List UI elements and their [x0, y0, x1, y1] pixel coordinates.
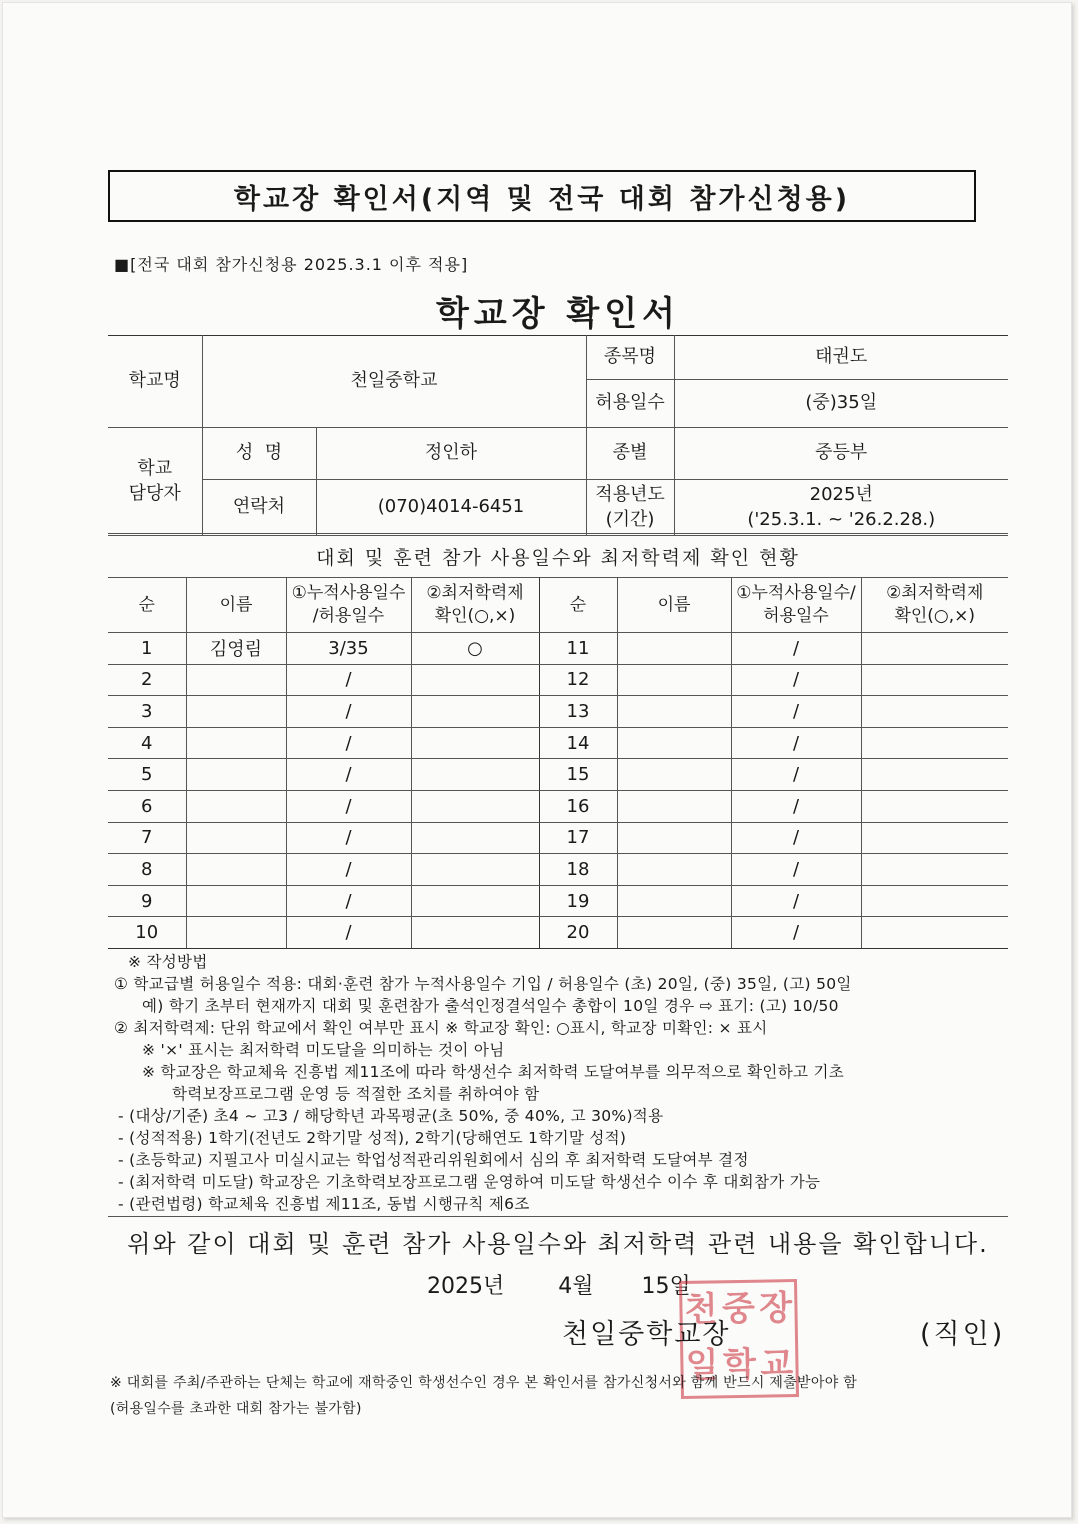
table-row	[108, 696, 1008, 728]
row-name	[186, 727, 286, 759]
row-days: /	[286, 727, 411, 759]
row-no-right: 13	[539, 696, 617, 728]
row-check	[411, 696, 539, 728]
form-title-box: 학교장 확인서(지역 및 전국 대회 참가신청용)	[108, 170, 976, 222]
table-row	[108, 917, 1008, 949]
row-name	[186, 696, 286, 728]
row-name	[186, 790, 286, 822]
row-days-right: /	[731, 633, 861, 665]
row-name-right	[617, 917, 731, 949]
year-label	[586, 480, 674, 536]
col-days-right-line2: 허용일수	[763, 606, 829, 626]
table-row	[108, 854, 1008, 886]
sport-label: 종목명	[586, 336, 674, 380]
row-days-right: /	[731, 696, 861, 728]
row-no: 4	[108, 727, 186, 759]
note-item: - (대상/기준) 초4 ~ 고3 / 해당학년 과목평균(초 50%, 중 40%, 고 30%)적용	[118, 1107, 664, 1125]
year-label-line1: 적용년도	[595, 484, 665, 506]
note-item: 예) 학기 초부터 현재까지 대회 및 훈련참가 출석인정결석일수 총합이 10일 경우 ⇨ 표기: (고) 10/50	[142, 997, 839, 1015]
row-days-right: /	[731, 885, 861, 917]
row-name: 김영림	[186, 633, 286, 665]
row-no-right: 20	[539, 917, 617, 949]
issue-date	[427, 1269, 691, 1300]
allowed-days-label: 허용일수	[586, 380, 674, 428]
row-name	[186, 885, 286, 917]
col-check	[411, 578, 539, 633]
table-row	[108, 885, 1008, 917]
row-days: /	[286, 854, 411, 886]
row-no: 7	[108, 822, 186, 854]
row-check-right	[861, 727, 1008, 759]
manager-name-value: 정인하	[316, 428, 586, 480]
date-month: 4월	[558, 1274, 594, 1299]
row-days-right: /	[731, 759, 861, 791]
footer-line1: ※ 대회를 주최/주관하는 단체는 학교에 재학중인 학생선수인 경우 본 확인서를 참가신청서와 함께 반드시 제출받아야 함	[110, 1375, 858, 1391]
row-check-right	[861, 885, 1008, 917]
school-info-table	[108, 335, 1008, 536]
division-label: 종별	[586, 428, 674, 480]
confirmation-statement: 위와 같이 대회 및 훈련 참가 사용일수와 최저학력 관련 내용을 확인합니다.	[127, 1230, 989, 1258]
col-name: 이름	[186, 578, 286, 633]
table-row	[108, 727, 1008, 759]
school-name-label: 학교명	[108, 336, 202, 428]
row-check	[411, 727, 539, 759]
col-days-line2: /허용일수	[312, 606, 385, 626]
row-no-right: 19	[539, 885, 617, 917]
seal-label: (직인)	[920, 1319, 1006, 1350]
row-name	[186, 664, 286, 696]
col-days-line1: ①누적사용일수	[291, 583, 406, 604]
contact-value: (070)4014-6451	[316, 480, 586, 536]
official-seal-stamp: 천 중 장 일 학 교	[679, 1279, 799, 1399]
row-check-right	[861, 822, 1008, 854]
note-item: - (최저학력 미도달) 학교장은 기초학력보장프로그램 운영하여 미도달 학생선수 이수 후 대회참가 가능	[118, 1173, 821, 1191]
col-name-right: 이름	[617, 578, 731, 633]
row-name	[186, 854, 286, 886]
row-check	[411, 885, 539, 917]
col-check-right	[861, 578, 1008, 633]
row-name-right	[617, 727, 731, 759]
year-value-year: 2025년	[809, 484, 873, 506]
col-days-right	[731, 578, 861, 633]
name-label: 성 명	[202, 428, 316, 480]
row-days-right: /	[731, 917, 861, 949]
row-no-right: 16	[539, 790, 617, 822]
table-row	[108, 822, 1008, 854]
row-check-right	[861, 759, 1008, 791]
col-no: 순	[108, 578, 186, 633]
row-name	[186, 822, 286, 854]
row-name-right	[617, 696, 731, 728]
note-item: ※ '×' 표시는 최저학력 미도달을 의미하는 것이 아님	[142, 1041, 505, 1059]
section-title: 대회 및 훈련 참가 사용일수와 최저학력제 확인 현황	[108, 533, 1008, 578]
row-no: 10	[108, 917, 186, 949]
row-name-right	[617, 885, 731, 917]
row-no: 6	[108, 790, 186, 822]
row-no: 9	[108, 885, 186, 917]
note-item: - (성적적용) 1학기(전년도 2학기말 성적), 2학기(당해연도 1학기말 성적)	[118, 1129, 627, 1147]
participation-table	[108, 577, 1008, 949]
divider	[108, 1216, 1008, 1217]
row-days-right: /	[731, 790, 861, 822]
row-days: /	[286, 759, 411, 791]
note-item: 학력보장프로그램 운영 등 적절한 조치를 취하여야 함	[172, 1085, 540, 1103]
row-name-right	[617, 664, 731, 696]
row-check-right	[861, 854, 1008, 886]
row-name	[186, 917, 286, 949]
col-days	[286, 578, 411, 633]
table-row	[108, 664, 1008, 696]
manager-label-line2: 담당자	[128, 482, 181, 504]
note-item: ② 최저학력제: 단위 학교에서 확인 여부만 표시 ※ 학교장 확인: ○표시, 학교장 미확인: × 표시	[114, 1019, 768, 1037]
row-check-right	[861, 633, 1008, 665]
footer-note	[110, 1370, 857, 1422]
writing-instructions	[114, 951, 1009, 1215]
row-no-right: 15	[539, 759, 617, 791]
row-days: /	[286, 885, 411, 917]
row-no-right: 12	[539, 664, 617, 696]
row-days-right: /	[731, 727, 861, 759]
school-name-value: 천일중학교	[202, 336, 586, 428]
row-check	[411, 854, 539, 886]
row-no-right: 17	[539, 822, 617, 854]
col-check-line1: ②최저학력제	[426, 583, 524, 604]
col-check-right-line2: 확인(○,×)	[894, 606, 976, 626]
row-check-right	[861, 664, 1008, 696]
footer-line2: (허용일수를 초과한 대회 참가는 불가함)	[110, 1401, 362, 1417]
row-days: 3/35	[286, 633, 411, 665]
row-name-right	[617, 790, 731, 822]
row-no: 5	[108, 759, 186, 791]
row-no-right: 14	[539, 727, 617, 759]
row-name	[186, 759, 286, 791]
note-item: ① 학교급별 허용일수 적용: 대회·훈련 참가 누적사용일수 기입 / 허용일수 (초) 20일, (중) 35일, (고) 50일	[114, 975, 852, 993]
allowed-days-value: (중)35일	[674, 380, 1008, 428]
row-check: ○	[411, 633, 539, 665]
row-check	[411, 664, 539, 696]
year-label-line2: (기간)	[605, 508, 655, 530]
manager-label-line1: 학교	[137, 458, 173, 480]
principal-name: 천일중학교장	[562, 1319, 731, 1350]
row-name-right	[617, 633, 731, 665]
row-check	[411, 790, 539, 822]
contact-label: 연락처	[202, 480, 316, 536]
col-check-line2: 확인(○,×)	[434, 606, 516, 626]
row-days-right: /	[731, 854, 861, 886]
table-row	[108, 759, 1008, 791]
row-check-right	[861, 790, 1008, 822]
notes-heading: ※ 작성방법	[128, 953, 208, 971]
notice-line: ■[전국 대회 참가신청용 2025.3.1 이후 적용]	[114, 255, 469, 274]
row-no: 3	[108, 696, 186, 728]
row-days: /	[286, 917, 411, 949]
note-item: ※ 학교장은 학교체육 진흥법 제11조에 따라 학생선수 최저학력 도달여부를 의무적으로 확인하고 기초	[142, 1063, 845, 1081]
row-days-right: /	[731, 822, 861, 854]
row-no: 2	[108, 664, 186, 696]
row-no-right: 18	[539, 854, 617, 886]
sport-value: 태권도	[674, 336, 1008, 380]
year-value	[674, 480, 1008, 536]
row-no: 1	[108, 633, 186, 665]
table-row	[108, 790, 1008, 822]
date-year: 2025년	[427, 1274, 505, 1299]
note-item: - (초등학교) 지필고사 미실시교는 학업성적관리위원회에서 심의 후 최저학력 도달여부 결정	[118, 1151, 749, 1169]
col-no-right: 순	[539, 578, 617, 633]
row-days: /	[286, 696, 411, 728]
row-check	[411, 759, 539, 791]
row-name-right	[617, 822, 731, 854]
table-row	[108, 633, 1008, 665]
division-value: 중등부	[674, 428, 1008, 480]
row-days-right: /	[731, 664, 861, 696]
row-check	[411, 917, 539, 949]
row-no: 8	[108, 854, 186, 886]
row-name-right	[617, 854, 731, 886]
col-days-right-line1: ①누적사용일수/	[736, 583, 856, 604]
row-no-right: 11	[539, 633, 617, 665]
date-day: 15일	[641, 1274, 691, 1299]
row-days: /	[286, 664, 411, 696]
document-title: 학교장 확인서	[436, 294, 680, 334]
row-days: /	[286, 790, 411, 822]
manager-label	[108, 428, 202, 536]
document-page	[2, 2, 1072, 1518]
year-value-period: ('25.3.1. ~ '26.2.28.)	[747, 508, 936, 530]
row-name-right	[617, 759, 731, 791]
row-check-right	[861, 917, 1008, 949]
row-check	[411, 822, 539, 854]
row-check-right	[861, 696, 1008, 728]
col-check-right-line1: ②최저학력제	[886, 583, 984, 604]
row-days: /	[286, 822, 411, 854]
note-item: - (관련법령) 학교체육 진흥법 제11조, 동법 시행규칙 제6조	[118, 1195, 530, 1213]
